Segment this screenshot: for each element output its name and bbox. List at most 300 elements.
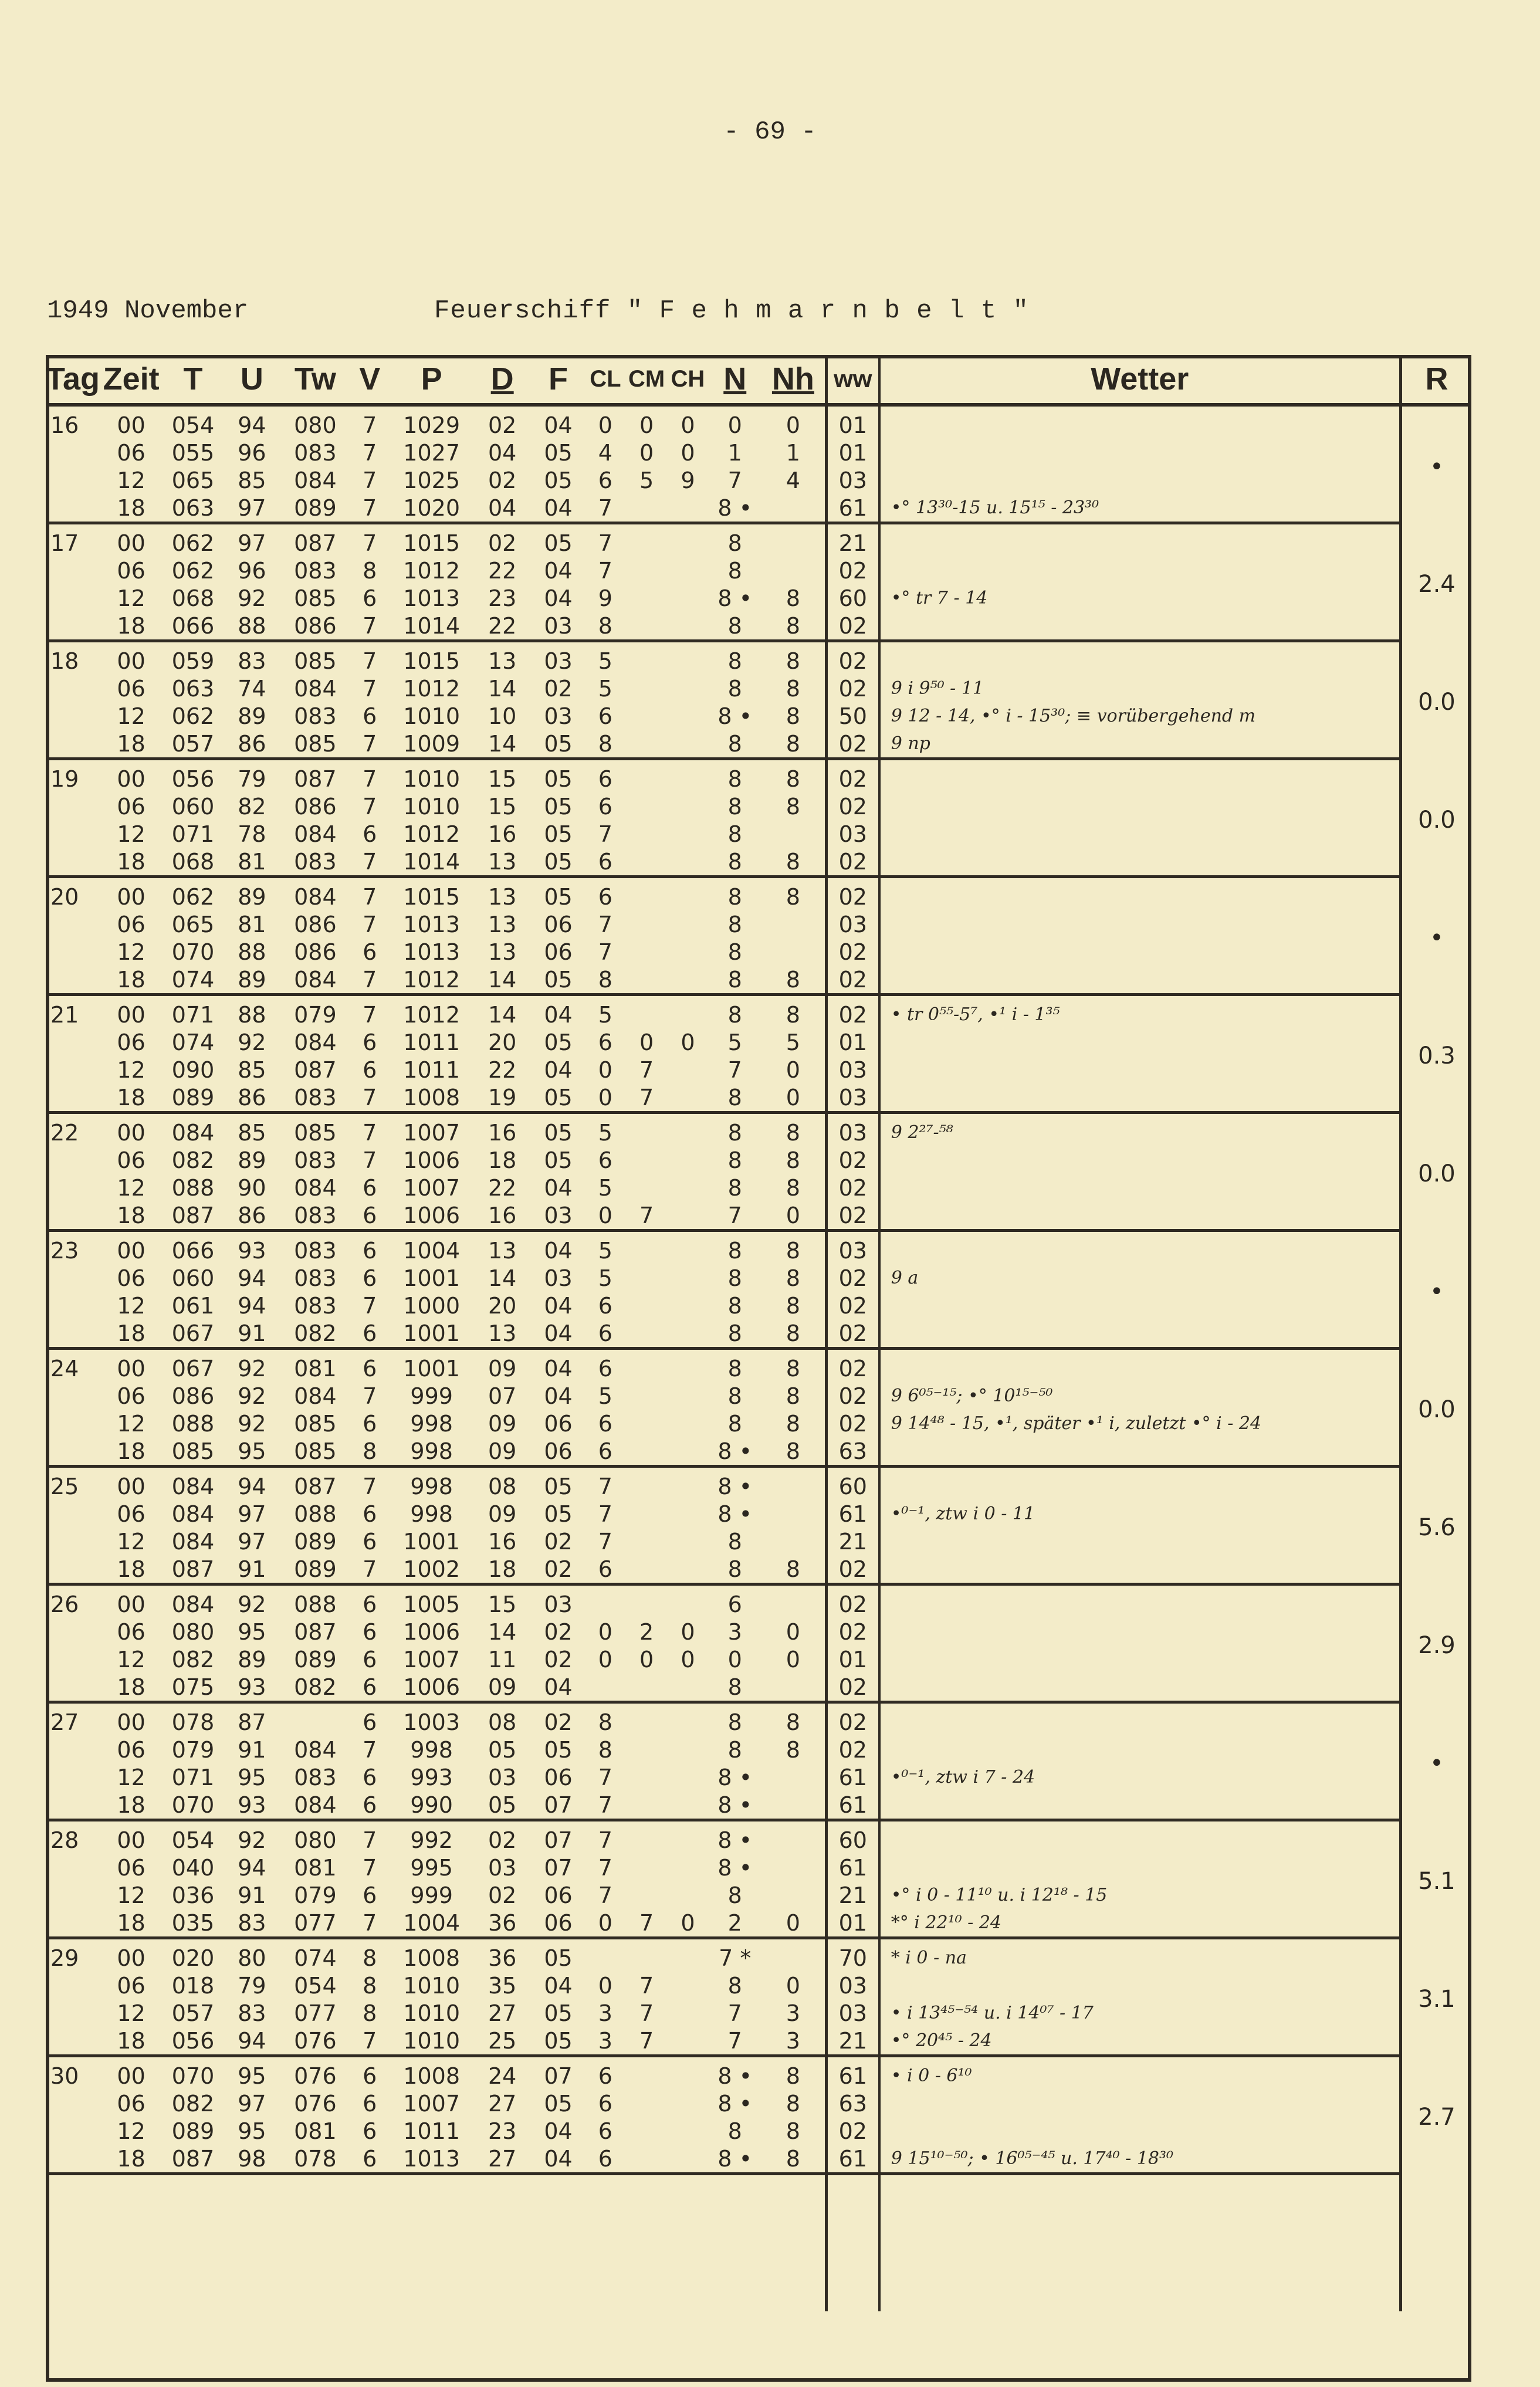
cell-u: 95 — [238, 2118, 266, 2144]
cell-n: 6 — [727, 1591, 742, 1617]
cell-ww: 02 — [826, 1555, 879, 1584]
cell-cm — [626, 1319, 667, 1349]
cell-p: 1010 — [403, 766, 461, 792]
day-number — [46, 1881, 99, 1909]
cell-u: 87 — [238, 1709, 266, 1735]
cell-ch: 0 — [681, 1646, 695, 1672]
day-number — [46, 938, 99, 966]
cell-ww: 02 — [826, 1618, 879, 1645]
cell-n: 8 • — [717, 703, 753, 729]
cell-d: 18 — [473, 1555, 532, 1584]
cell-u: 98 — [222, 2145, 281, 2174]
cell-tw: 077 — [282, 1909, 349, 1938]
day-number — [46, 848, 99, 877]
day-number — [46, 1292, 99, 1319]
cell-d: 14 — [488, 1265, 517, 1291]
cell-t: 088 — [171, 1174, 215, 1201]
cell-wetter — [879, 1555, 1401, 1584]
cell-ww: 02 — [826, 1174, 879, 1201]
day-number: 24 — [50, 1355, 79, 1382]
cell-f: 02 — [532, 1555, 584, 1584]
cell-cm: 7 — [626, 2027, 667, 2056]
table-row — [46, 1500, 1471, 1528]
cell-ch — [667, 584, 708, 612]
cell-cl: 7 — [598, 1827, 612, 1853]
table-row — [46, 641, 1471, 675]
col-header: CH — [667, 355, 708, 405]
cell-ww: 63 — [826, 2090, 879, 2117]
cell-n: 8 — [709, 1555, 761, 1584]
cell-ch — [667, 494, 708, 523]
table-row — [46, 1113, 1471, 1147]
cell-v: 6 — [349, 1319, 390, 1349]
empty-cell — [164, 2174, 222, 2312]
cell-ch — [667, 2145, 708, 2174]
cell-t: 087 — [164, 1201, 222, 1231]
cell-zeit: 06 — [117, 439, 145, 466]
table-row — [46, 877, 1471, 911]
cell-cm — [626, 1584, 667, 1619]
cell-p: 999 — [410, 1383, 453, 1409]
cell-n: 8 — [709, 1673, 761, 1702]
cell-nh: 8 — [761, 1437, 826, 1467]
cell-ch: 0 — [667, 1909, 708, 1938]
cell-t: 087 — [164, 1555, 222, 1584]
day-number — [46, 1028, 99, 1056]
cell-v: 6 — [349, 1201, 390, 1231]
cell-v: 6 — [363, 2090, 377, 2117]
precipitation-cell — [1400, 405, 1471, 523]
day-number — [46, 1999, 99, 2027]
cell-n: 8 — [727, 1237, 742, 1264]
cell-p: 1005 — [403, 1591, 461, 1617]
cell-ch — [667, 1555, 708, 1584]
cell-cm — [626, 1113, 667, 1147]
cell-n: 7 — [727, 2000, 742, 2026]
cell-f: 06 — [532, 1437, 584, 1467]
cell-cm — [626, 1467, 667, 1501]
cell-u: 95 — [222, 1437, 281, 1467]
cell-cl: 7 — [598, 1473, 612, 1499]
day-number — [46, 1618, 99, 1645]
cell-wetter: •° tr 7 - 14 — [879, 584, 1401, 612]
table-row — [46, 1349, 1471, 1383]
col-header: ww — [826, 355, 879, 405]
cell-p: 1010 — [403, 2000, 461, 2026]
cell-wetter: 9 np — [879, 730, 1401, 759]
cell-wetter — [879, 1437, 1401, 1467]
cell-wetter — [879, 820, 1401, 848]
cell-f: 05 — [544, 1473, 573, 1499]
cell-v: 7 — [363, 911, 377, 937]
cell-d: 15 — [488, 793, 517, 820]
cell-nh: 8 — [786, 1119, 800, 1146]
cell-v: 6 — [363, 821, 377, 847]
cell-tw: 086 — [294, 793, 337, 820]
cell-f: 06 — [544, 1882, 573, 1908]
cell-ww: 02 — [826, 1410, 879, 1437]
cell-d: 05 — [488, 1736, 517, 1763]
cell-zeit: 00 — [117, 883, 145, 910]
cell-cm — [626, 966, 667, 995]
cell-nh: 8 — [786, 703, 800, 729]
cell-u: 93 — [222, 1791, 281, 1820]
cell-ww: 61 — [826, 1854, 879, 1881]
cell-nh: 8 — [786, 1736, 800, 1763]
cell-ch — [667, 877, 708, 911]
cell-tw: 085 — [294, 648, 337, 674]
empty-cell — [761, 2174, 826, 2312]
precipitation-cell — [1400, 1938, 1471, 2056]
day-block — [46, 2056, 1471, 2174]
cell-ww: 02 — [826, 1292, 879, 1319]
cell-d: 10 — [488, 703, 517, 729]
cell-zeit: 06 — [117, 1147, 145, 1173]
cell-zeit: 18 — [99, 1673, 163, 1702]
col-header: D — [473, 355, 532, 405]
cell-v: 7 — [363, 1473, 377, 1499]
cell-wetter — [879, 466, 1401, 494]
table-row — [46, 494, 1471, 523]
cell-v: 7 — [349, 1084, 390, 1113]
cell-f: 05 — [532, 966, 584, 995]
cell-tw: 084 — [294, 1029, 337, 1055]
cell-nh — [761, 1528, 826, 1555]
cell-nh: 8 — [786, 648, 800, 674]
cell-ch: 0 — [681, 1619, 695, 1645]
cell-tw: 083 — [282, 1084, 349, 1113]
cell-u: 95 — [238, 2063, 266, 2089]
cell-ww: 02 — [826, 877, 879, 911]
day-number — [46, 1791, 99, 1820]
cell-ww: 03 — [826, 1084, 879, 1113]
cell-nh: 8 — [786, 1410, 800, 1437]
cell-ww: 03 — [826, 1972, 879, 1999]
cell-tw: 084 — [294, 883, 337, 910]
cell-zeit: 12 — [117, 1764, 145, 1790]
cell-f: 06 — [532, 1909, 584, 1938]
cell-t: 089 — [164, 1084, 222, 1113]
cell-zeit: 06 — [117, 1265, 145, 1291]
table-row — [46, 848, 1471, 877]
cell-p: 1000 — [403, 1292, 461, 1319]
cell-u: 94 — [238, 412, 266, 438]
cell-ww: 21 — [826, 1528, 879, 1555]
cell-wetter — [879, 1820, 1401, 1854]
cell-n: 8 • — [709, 494, 761, 523]
cell-p: 1006 — [390, 1201, 473, 1231]
day-block — [46, 1113, 1471, 1231]
cell-ch: 0 — [681, 439, 695, 466]
cell-f: 04 — [544, 1383, 573, 1409]
day-number — [46, 1056, 99, 1084]
table-row — [46, 1555, 1471, 1584]
day-number — [46, 1736, 99, 1763]
cell-cl: 7 — [598, 530, 612, 556]
cell-cl: 5 — [598, 1119, 612, 1146]
table-row — [46, 1999, 1471, 2027]
empty-cell — [667, 2174, 708, 2312]
cell-cm — [626, 675, 667, 702]
cell-v: 7 — [363, 648, 377, 674]
cell-ch — [667, 1584, 708, 1619]
cell-cm — [626, 1528, 667, 1555]
cell-t: 061 — [171, 1292, 215, 1319]
table-row — [46, 966, 1471, 995]
cell-tw: 086 — [282, 612, 349, 641]
cell-cm — [626, 995, 667, 1029]
cell-nh — [761, 1881, 826, 1909]
cell-cl: 6 — [585, 848, 626, 877]
day-number — [46, 557, 99, 584]
cell-d: 02 — [488, 530, 517, 556]
cell-f: 03 — [544, 648, 573, 674]
day-block — [46, 877, 1471, 995]
col-header: Nh — [761, 355, 826, 405]
empty-cell — [390, 2174, 473, 2312]
cell-ww: 02 — [826, 2117, 879, 2145]
cell-cm — [626, 2145, 667, 2174]
cell-p: 1014 — [390, 612, 473, 641]
day-number: 18 — [50, 648, 79, 674]
cell-wetter — [879, 1528, 1401, 1555]
cell-ww: 01 — [826, 1645, 879, 1673]
cell-wetter — [879, 938, 1401, 966]
cell-zeit: 18 — [99, 966, 163, 995]
cell-ch — [667, 1500, 708, 1528]
cell-v: 6 — [363, 1029, 377, 1055]
cell-wetter — [879, 405, 1401, 439]
cell-cl: 5 — [598, 648, 612, 674]
day-number — [46, 1972, 99, 1999]
cell-n: 1 — [727, 439, 742, 466]
cell-p: 1012 — [403, 1001, 461, 1028]
cell-tw: 083 — [294, 439, 337, 466]
cell-cm — [626, 1555, 667, 1584]
cell-wetter — [879, 1084, 1401, 1113]
cell-nh: 8 — [761, 848, 826, 877]
cell-cl: 5 — [598, 1237, 612, 1264]
cell-ww: 61 — [826, 494, 879, 523]
cell-t: 060 — [171, 793, 215, 820]
cell-f: 04 — [544, 2118, 573, 2144]
table-row — [46, 1319, 1471, 1349]
cell-v: 6 — [363, 1709, 377, 1735]
cell-nh — [761, 557, 826, 584]
empty-cell — [879, 2174, 1401, 2312]
cell-tw: 083 — [294, 557, 337, 584]
cell-nh — [761, 820, 826, 848]
cell-v: 6 — [363, 703, 377, 729]
cell-ch — [667, 759, 708, 793]
day-number — [46, 1174, 99, 1201]
cell-u: 91 — [222, 1319, 281, 1349]
cell-p: 1008 — [403, 2063, 461, 2089]
table-row — [46, 1382, 1471, 1410]
cell-ch — [667, 1174, 708, 1201]
cell-nh — [761, 1763, 826, 1791]
cell-ww: 63 — [826, 1437, 879, 1467]
cell-cm — [626, 2056, 667, 2090]
cell-zeit: 18 — [99, 848, 163, 877]
day-number — [46, 584, 99, 612]
cell-t: 057 — [164, 730, 222, 759]
cell-ch — [667, 1736, 708, 1763]
cell-t: 071 — [171, 1764, 215, 1790]
cell-cm — [626, 1264, 667, 1292]
day-block — [46, 641, 1471, 759]
cell-nh: 8 — [786, 1237, 800, 1264]
cell-d: 08 — [488, 1473, 517, 1499]
cell-zeit: 06 — [117, 911, 145, 937]
precipitation-value: 5.6 — [1418, 1514, 1456, 1541]
cell-p: 1007 — [403, 2090, 461, 2117]
day-number — [46, 1645, 99, 1673]
cell-d: 23 — [488, 2118, 517, 2144]
cell-wetter — [879, 612, 1401, 641]
cell-n: 2 — [709, 1909, 761, 1938]
table-row — [46, 1702, 1471, 1736]
table-row — [46, 1881, 1471, 1909]
cell-cm: 0 — [639, 1029, 654, 1055]
cell-cm — [626, 848, 667, 877]
cell-p: 1015 — [403, 883, 461, 910]
cell-f: 02 — [544, 1528, 573, 1555]
cell-tw: 084 — [294, 467, 337, 493]
cell-zeit: 18 — [99, 1319, 163, 1349]
cell-tw: 076 — [282, 2027, 349, 2056]
cell-cm: 0 — [639, 1646, 654, 1672]
cell-ch — [667, 1881, 708, 1909]
cell-cm — [626, 1820, 667, 1854]
precipitation-cell — [1400, 1820, 1471, 1938]
cell-t: 082 — [171, 2090, 215, 2117]
table-row — [46, 1231, 1471, 1265]
cell-wetter: •° i 0 - 11¹⁰ u. i 12¹⁸ - 15 — [879, 1881, 1401, 1909]
cell-tw: 085 — [282, 1437, 349, 1467]
cell-v: 6 — [363, 1057, 377, 1083]
day-number — [46, 675, 99, 702]
cell-cm: 0 — [639, 412, 654, 438]
cell-d: 20 — [488, 1292, 517, 1319]
cell-v: 7 — [363, 793, 377, 820]
cell-cm — [626, 557, 667, 584]
cell-t: 020 — [171, 1945, 215, 1971]
cell-cl: 5 — [598, 1174, 612, 1201]
cell-d: 13 — [473, 1319, 532, 1349]
precipitation-cell — [1400, 523, 1471, 641]
cell-u: 78 — [238, 821, 266, 847]
cell-wetter — [879, 523, 1401, 557]
day-block — [46, 1938, 1471, 2056]
cell-v: 7 — [363, 1119, 377, 1146]
header-station: Feuerschiff " F e h m a r n b e l t " — [434, 296, 1029, 326]
cell-d: 13 — [488, 939, 517, 965]
cell-wetter — [879, 848, 1401, 877]
cell-wetter — [879, 1673, 1401, 1702]
cell-f: 05 — [544, 1501, 573, 1527]
cell-t: 062 — [171, 530, 215, 556]
cell-ch — [667, 1437, 708, 1467]
cell-n: 8 — [727, 1147, 742, 1173]
cell-d: 07 — [488, 1383, 517, 1409]
cell-cl: 7 — [598, 1764, 612, 1790]
cell-wetter — [879, 1292, 1401, 1319]
precipitation-value: 2.9 — [1418, 1632, 1456, 1659]
precipitation-value: • — [1430, 453, 1444, 481]
day-number — [46, 612, 99, 641]
cell-cl: 6 — [585, 1319, 626, 1349]
cell-zeit: 06 — [117, 1029, 145, 1055]
cell-p: 1012 — [390, 966, 473, 995]
cell-ww: 21 — [826, 2027, 879, 2056]
day-number — [46, 2117, 99, 2145]
cell-v: 7 — [349, 730, 390, 759]
cell-cl: 7 — [598, 1854, 612, 1881]
cell-ww: 02 — [826, 675, 879, 702]
cell-ch — [667, 1972, 708, 1999]
cell-u: 96 — [238, 557, 266, 584]
cell-nh: 3 — [761, 2027, 826, 2056]
cell-tw: 085 — [294, 1410, 337, 1437]
cell-t: 089 — [171, 2118, 215, 2144]
cell-cl: 0 — [585, 1201, 626, 1231]
cell-zeit: 12 — [117, 1410, 145, 1437]
cell-ww: 70 — [826, 1938, 879, 1972]
cell-cl: 8 — [585, 966, 626, 995]
day-number: 26 — [50, 1591, 79, 1617]
cell-t: 056 — [171, 766, 215, 792]
cell-f: 04 — [544, 585, 573, 611]
day-block — [46, 1820, 1471, 1938]
cell-nh: 0 — [786, 1057, 800, 1083]
cell-ch — [667, 557, 708, 584]
cell-zeit: 00 — [117, 1591, 145, 1617]
cell-cl: 3 — [598, 2000, 612, 2026]
cell-ch — [667, 1319, 708, 1349]
cell-nh: 8 — [786, 1383, 800, 1409]
cell-cm — [626, 1382, 667, 1410]
cell-cl — [585, 1584, 626, 1619]
cell-u: 92 — [238, 585, 266, 611]
cell-zeit: 18 — [99, 1909, 163, 1938]
cell-nh: 8 — [761, 966, 826, 995]
precipitation-value: 0.0 — [1418, 807, 1456, 834]
cell-n: 8 • — [709, 1437, 761, 1467]
cell-n: 7 — [727, 1057, 742, 1083]
cell-f: 05 — [544, 439, 573, 466]
cell-nh — [761, 1791, 826, 1820]
cell-nh: 8 — [786, 1265, 800, 1291]
empty-cell — [532, 2174, 584, 2312]
cell-t: 057 — [171, 2000, 215, 2026]
cell-cl: 6 — [598, 1029, 612, 1055]
cell-v: 6 — [349, 1673, 390, 1702]
cell-tw: 083 — [294, 1237, 337, 1264]
cell-n: 7 — [727, 467, 742, 493]
cell-u: 97 — [238, 2090, 266, 2117]
cell-f: 05 — [544, 1119, 573, 1146]
cell-tw — [282, 1702, 349, 1736]
cell-ww: 03 — [826, 1113, 879, 1147]
cell-n: 8 — [727, 1001, 742, 1028]
day-block — [46, 1467, 1471, 1584]
cell-u: 88 — [238, 939, 266, 965]
day-number — [46, 1146, 99, 1174]
day-number — [46, 1673, 99, 1702]
cell-cm: 7 — [626, 1909, 667, 1938]
cell-nh — [761, 1584, 826, 1619]
